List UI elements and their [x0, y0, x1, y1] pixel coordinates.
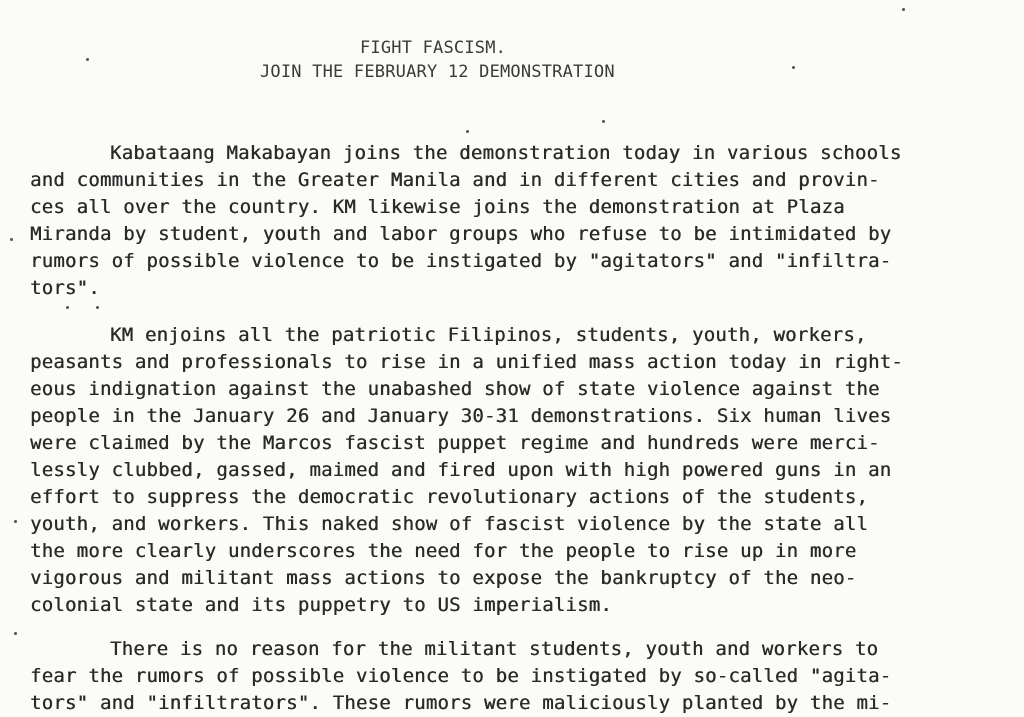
text-line: tors". [30, 277, 100, 299]
text-line: fear the rumors of possible violence to be instigated by so-called "agita- [30, 665, 892, 687]
text-line: ces all over the country. KM likewise joins the demonstration at Plaza [30, 196, 845, 218]
paragraph-3 [30, 636, 1005, 717]
scan-speck [10, 238, 13, 241]
scan-speck [792, 66, 795, 69]
document-subtitle: JOIN THE FEBRUARY 12 DEMONSTRATION [260, 62, 615, 82]
text-line: eous indignation against the unabashed show of state violence against the [30, 378, 880, 400]
document-title: FIGHT FASCISM. [360, 38, 507, 58]
text-line: There is no reason for the militant students, youth and workers to [110, 638, 879, 660]
text-line: effort to suppress the democratic revolutionary actions of the students, [30, 486, 869, 508]
paragraph-1 [30, 140, 1005, 302]
text-line: colonial state and its puppetry to US imperialism. [30, 594, 612, 616]
text-line: the more clearly underscores the need for the people to rise up in more [30, 540, 857, 562]
text-line: were claimed by the Marcos fascist puppet regime and hundreds were merci- [30, 432, 880, 454]
scan-speck [602, 120, 605, 123]
scan-speck [86, 58, 89, 61]
text-line: people in the January 26 and January 30-31 demonstrations. Six human lives [30, 405, 892, 427]
text-line: lessly clubbed, gassed, maimed and fired upon with high powered guns in an [30, 459, 892, 481]
text-line: Miranda by student, youth and labor groups who refuse to be intimidated by [30, 223, 892, 245]
text-line: rumors of possible violence to be instigated by "agitators" and "infiltra- [30, 250, 892, 272]
scan-speck [14, 520, 17, 523]
text-line: peasants and professionals to rise in a unified mass action today in right- [30, 351, 903, 373]
text-line: vigorous and militant mass actions to expose the bankruptcy of the neo- [30, 567, 857, 589]
text-line: tors" and "infiltrators". These rumors were maliciously planted by the mi- [30, 692, 892, 714]
paragraph-2 [30, 322, 1005, 619]
scan-speck [96, 306, 99, 309]
scan-speck [466, 130, 469, 133]
text-line: Kabataang Makabayan joins the demonstration today in various schools [110, 142, 902, 164]
scan-speck [902, 8, 905, 11]
text-line: KM enjoins all the patriotic Filipinos, students, youth, workers, [110, 324, 867, 346]
text-line: youth, and workers. This naked show of fascist violence by the state all [30, 513, 869, 535]
scan-speck [66, 306, 69, 309]
scan-speck [14, 632, 17, 635]
text-line: and communities in the Greater Manila and in different cities and provin- [30, 169, 880, 191]
